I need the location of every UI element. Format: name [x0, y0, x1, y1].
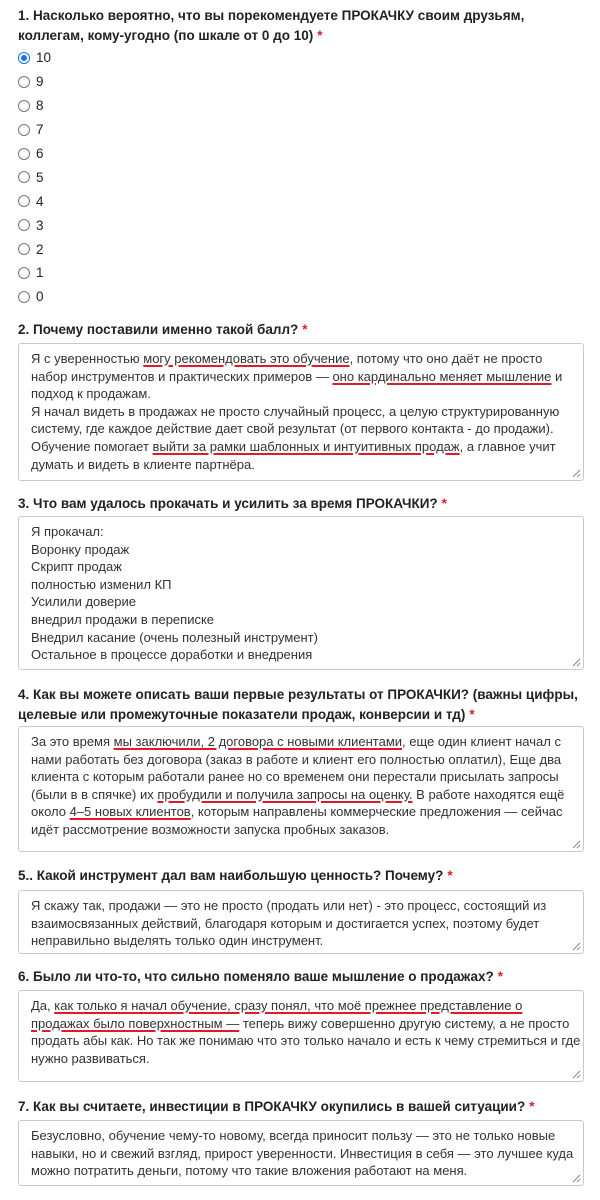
answer-line	[31, 350, 571, 368]
score-option-label: 3	[36, 217, 44, 233]
answer-line	[31, 768, 571, 786]
radio-button[interactable]	[18, 171, 30, 183]
answer-line	[31, 523, 571, 541]
answer-textarea-3[interactable]	[18, 516, 584, 670]
score-option-2[interactable]	[18, 237, 51, 261]
radio-button[interactable]	[18, 52, 30, 64]
answer-text: В работе находятся ещё	[412, 786, 565, 802]
answer-text: Обучение помогает	[31, 438, 153, 454]
highlighted-phrase: выйти за рамки шаблонных и интуитивных продаж	[152, 438, 460, 454]
resize-handle-icon[interactable]	[571, 1173, 581, 1183]
answer-line	[31, 915, 571, 933]
answer-line	[31, 751, 571, 769]
answer-text: клиента с которым работали ранее но со временем они перестали присылать запросы	[31, 769, 559, 785]
required-asterisk: *	[497, 969, 504, 984]
question-7-title	[18, 1097, 586, 1117]
score-option-7[interactable]	[18, 118, 51, 142]
question-6-title	[18, 967, 586, 987]
answer-text: идёт рассмотрение возможности запуска пробных заказов.	[31, 821, 390, 837]
score-option-0[interactable]	[18, 285, 51, 309]
answer-text: , потому что оно даёт не просто	[349, 351, 543, 366]
score-option-1[interactable]	[18, 261, 51, 285]
question-1-text: 1. Насколько вероятно, что вы порекомендуете ПРОКАЧКУ своим друзьям, коллегам, кому-угодно (по шкале от 0 до 10)	[18, 8, 525, 43]
question-4-text: 4. Как вы можете описать ваши первые результаты от ПРОКАЧКИ? (важны цифры, целевые или промежуточные показатели продаж, конверсии и тд)	[18, 687, 578, 722]
answer-line	[31, 821, 571, 839]
answer-line	[31, 541, 571, 559]
answer-text: нужно развиваться.	[31, 1050, 150, 1066]
answer-text: думать и видеть в клиенте партнёра.	[31, 456, 255, 472]
required-asterisk: *	[529, 1099, 535, 1114]
question-7-text: 7. Как вы считаете, инвестиции в ПРОКАЧКУ окупились в вашей ситуации?	[18, 1099, 526, 1114]
score-option-10[interactable]	[18, 46, 51, 70]
radio-button[interactable]	[18, 219, 30, 231]
answer-line	[31, 456, 571, 474]
highlighted-phrase: 4–5 новых клиентов	[69, 804, 191, 820]
question-3-text: 3. Что вам удалось прокачать и усилить за время ПРОКАЧКИ?	[18, 496, 438, 511]
answer-text: , еще один клиент начал с	[402, 734, 561, 749]
radio-button[interactable]	[18, 100, 30, 112]
radio-button[interactable]	[18, 267, 30, 279]
score-option-label: 2	[36, 241, 44, 257]
answer-line	[31, 629, 571, 647]
answer-line	[31, 438, 571, 456]
answer-line	[31, 1032, 581, 1050]
answer-text: можно потратить деньги, потому что такие вложения работают на меня.	[31, 1163, 468, 1179]
highlighted-phrase: мы заключили, 2 договора с новыми клиентами	[113, 734, 403, 749]
answer-line	[31, 558, 571, 576]
resize-handle-icon[interactable]	[571, 468, 581, 478]
answer-text: подход к продажам.	[31, 386, 151, 402]
answer-line	[31, 1015, 571, 1033]
answer-text: полностью изменил КП	[31, 576, 172, 592]
answer-text: Внедрил касание (очень полезный инструмент)	[31, 629, 318, 645]
required-asterisk: *	[317, 28, 323, 43]
question-5-text: 5.. Какой инструмент дал вам наибольшую ценность? Почему?	[18, 868, 444, 883]
answer-text: Остальное в процессе доработки и внедрения	[31, 647, 313, 663]
score-option-label: 4	[36, 193, 44, 209]
score-option-5[interactable]	[18, 165, 51, 189]
answer-line	[31, 368, 571, 386]
answer-text: около	[31, 804, 70, 820]
answer-text: и	[551, 368, 563, 384]
answer-text: навыки, но и свежий взгляд, прирост уверенности. Инвестиция в себя — это лучшее куда	[31, 1145, 574, 1161]
answer-line	[31, 786, 571, 804]
answer-line	[31, 803, 571, 821]
score-option-6[interactable]	[18, 142, 51, 166]
answer-text: нами работать без договора (заказ в работе и клиент его полностью оплатил), Еще два	[31, 751, 562, 767]
answer-line	[31, 420, 571, 438]
score-option-label: 6	[36, 146, 44, 161]
answer-text: неправильно выделять только один инструмент.	[31, 933, 324, 949]
answer-text: Я скажу так, продажи — это не просто (продать или нет) - это процесс, состоящий из	[31, 898, 547, 913]
radio-button[interactable]	[18, 76, 30, 88]
radio-button[interactable]	[18, 148, 30, 160]
score-option-label: 0	[36, 289, 44, 305]
score-option-9[interactable]	[18, 70, 51, 94]
score-radio-group	[18, 46, 51, 309]
score-option-label: 7	[36, 122, 44, 138]
answer-line	[31, 611, 571, 629]
required-asterisk: *	[441, 496, 447, 511]
question-5-title	[18, 866, 586, 886]
required-asterisk: *	[469, 707, 475, 722]
score-option-label: 8	[36, 98, 44, 114]
score-option-label: 5	[36, 169, 44, 185]
answer-line	[31, 1162, 571, 1180]
score-option-4[interactable]	[18, 189, 51, 213]
answer-line	[31, 1050, 571, 1068]
highlighted-phrase: оно кардинально меняет мышление	[332, 368, 552, 384]
highlighted-phrase: могу рекомендовать это обучение	[143, 351, 350, 366]
resize-handle-icon[interactable]	[571, 941, 581, 951]
required-asterisk: *	[302, 322, 308, 337]
resize-handle-icon[interactable]	[571, 839, 581, 849]
answer-text: взаимосвязанных действий, благодаря которым и достигается успех, поэтому будет	[31, 915, 540, 931]
score-option-3[interactable]	[18, 213, 51, 237]
question-2-title	[18, 320, 586, 340]
answer-line	[31, 576, 571, 594]
highlighted-phrase: пробудили и получила запросы на оценку.	[157, 786, 413, 802]
question-4-title	[18, 685, 586, 725]
answer-line	[31, 646, 571, 664]
answer-textarea-7[interactable]	[18, 1120, 584, 1186]
answer-text: Я начал видеть в продажах не просто случайный процесс, а целую структурированную	[31, 403, 560, 419]
highlighted-phrase: продажах было поверхностным —	[31, 1015, 240, 1031]
question-1-title	[18, 6, 586, 46]
score-option-label: 9	[36, 74, 44, 90]
answer-line	[31, 733, 571, 751]
answer-text: теперь вижу совершенно другую систему, а не просто	[239, 1015, 570, 1031]
answer-text: продать абы как. Но так же понимаю что это только начало и есть к чему стремиться и где	[31, 1033, 581, 1049]
answer-text: Усилили доверие	[31, 594, 136, 610]
radio-button[interactable]	[18, 291, 30, 303]
answer-line	[31, 593, 571, 611]
answer-line	[31, 385, 571, 403]
answer-text: За это время	[31, 734, 114, 749]
resize-handle-icon[interactable]	[571, 657, 581, 667]
answer-text: Воронку продаж	[31, 541, 130, 557]
answer-text: Я прокачал:	[31, 524, 104, 539]
answer-text: Да,	[31, 998, 55, 1013]
radio-button[interactable]	[18, 124, 30, 136]
answer-line	[31, 932, 571, 950]
question-6-text: 6. Было ли что-то, что сильно поменяло ваше мышление о продажах?	[18, 969, 494, 984]
radio-button[interactable]	[18, 195, 30, 207]
radio-button[interactable]	[18, 243, 30, 255]
answer-line	[31, 997, 571, 1015]
answer-text: Скрипт продаж	[31, 559, 122, 575]
answer-line	[31, 1127, 571, 1145]
answer-textarea-6[interactable]	[18, 990, 584, 1082]
answer-text: Я с уверенностью	[31, 351, 144, 366]
resize-handle-icon[interactable]	[571, 1069, 581, 1079]
question-3-title	[18, 494, 586, 514]
score-option-label: 10	[36, 50, 52, 66]
answer-text: внедрил продажи в переписке	[31, 611, 215, 627]
answer-line	[31, 1145, 574, 1163]
answer-text: (были в в спячке) их	[31, 786, 158, 802]
answer-text: систему, где каждое действие дает свой результат (от первого контакта - до продажи).	[31, 421, 554, 437]
answer-textarea-5[interactable]	[18, 890, 584, 954]
answer-line	[31, 897, 571, 915]
answer-text: Безусловно, обучение чему-то новому, всегда приносит пользу — это не только новые	[31, 1128, 556, 1143]
score-option-8[interactable]	[18, 94, 51, 118]
answer-line	[31, 403, 571, 421]
required-asterisk: *	[447, 868, 453, 883]
answer-text: , а главное учит	[459, 438, 556, 454]
score-option-label: 1	[36, 265, 44, 281]
question-2-text: 2. Почему поставили именно такой балл?	[18, 322, 299, 337]
answer-text: набор инструментов и практических примеров —	[31, 368, 333, 384]
answer-text: , которым направлены коммерческие предложения — сейчас	[190, 804, 563, 820]
answer-textarea-2[interactable]	[18, 343, 584, 481]
highlighted-phrase: как только я начал обучение, сразу понял, что моё прежнее представление о	[54, 998, 523, 1013]
answer-textarea-4[interactable]	[18, 726, 584, 852]
